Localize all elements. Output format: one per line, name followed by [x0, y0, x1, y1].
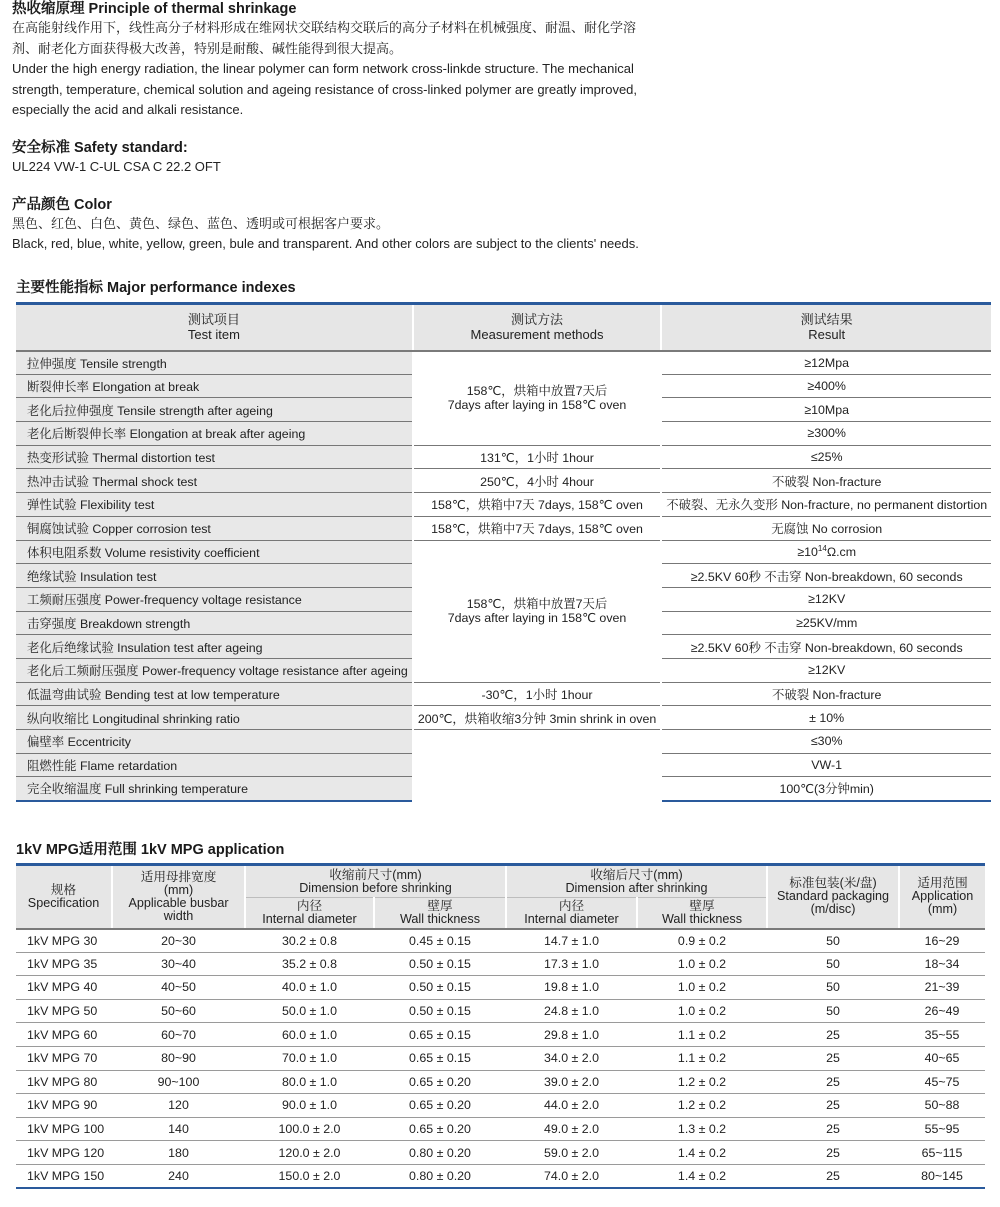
before-id-cell: 40.0 ± 1.0 [245, 976, 374, 1000]
before-wall-cell: 0.65 ± 0.20 [374, 1117, 506, 1141]
before-id-cell: 70.0 ± 1.0 [245, 1046, 374, 1070]
spec-cell: 1kV MPG 60 [16, 1023, 112, 1047]
safety-title: 安全标准 Safety standard: [12, 139, 188, 156]
before-id-cell: 90.0 ± 1.0 [245, 1094, 374, 1118]
before-wall-cell: 0.65 ± 0.15 [374, 1046, 506, 1070]
test-method: 200℃，烘箱收缩3分钟 3min shrink in oven [413, 706, 661, 730]
packaging-cell: 50 [767, 929, 899, 953]
before-wall-cell: 0.65 ± 0.15 [374, 1023, 506, 1047]
test-method: 250℃，4小时 4hour [413, 469, 661, 493]
packaging-cell: 50 [767, 952, 899, 976]
after-id-cell: 14.7 ± 1.0 [506, 929, 637, 953]
safety-text: UL224 VW-1 C-UL CSA C 22.2 OFT [12, 158, 221, 174]
application-cell: 80~145 [899, 1164, 985, 1188]
test-item: 完全收缩温度 Full shrinking temperature [16, 777, 413, 801]
test-item: 阻燃性能 Flame retardation [16, 753, 413, 777]
after-wall-cell: 1.3 ± 0.2 [637, 1117, 767, 1141]
after-id-cell: 39.0 ± 2.0 [506, 1070, 637, 1094]
after-id-cell: 34.0 ± 2.0 [506, 1046, 637, 1070]
after-wall-cell: 1.1 ± 0.2 [637, 1046, 767, 1070]
packaging-cell: 25 [767, 1094, 899, 1118]
header-after-wall-thickness: 壁厚 Wall thickness [637, 898, 767, 929]
test-item: 工频耐压强度 Power-frequency voltage resistance [16, 587, 413, 611]
header-packaging: 标准包装(米/盘) Standard packaging (m/disc) [767, 865, 899, 929]
spec-cell: 1kV MPG 100 [16, 1117, 112, 1141]
test-result: ≥12KV [661, 658, 991, 682]
application-cell: 21~39 [899, 976, 985, 1000]
spec-cell: 1kV MPG 80 [16, 1070, 112, 1094]
application-table-body [16, 929, 985, 1189]
after-id-cell: 19.8 ± 1.0 [506, 976, 637, 1000]
test-result: ± 10% [661, 706, 991, 730]
test-item: 拉伸强度 Tensile strength [16, 351, 413, 375]
after-wall-cell: 0.9 ± 0.2 [637, 929, 767, 953]
test-item: 体积电阻系数 Volume resistivity coefficient [16, 540, 413, 564]
table-row [16, 1141, 985, 1165]
table-row [16, 999, 985, 1023]
test-result: 无腐蚀 No corrosion [661, 516, 991, 540]
test-result: ≤30% [661, 730, 991, 754]
application-cell: 18~34 [899, 952, 985, 976]
application-cell: 65~115 [899, 1141, 985, 1165]
test-result: ≥25KV/mm [661, 611, 991, 635]
header-after-internal-diameter: 内径 Internal diameter [506, 898, 637, 929]
test-item: 热变形试验 Thermal distortion test [16, 445, 413, 469]
application-cell: 55~95 [899, 1117, 985, 1141]
test-item: 老化后绝缘试验 Insulation test after ageing [16, 635, 413, 659]
test-item: 偏壁率 Eccentricity [16, 730, 413, 754]
principle-title: 热收缩原理 Principle of thermal shrinkage [12, 1, 297, 17]
after-id-cell: 49.0 ± 2.0 [506, 1117, 637, 1141]
after-wall-cell: 1.2 ± 0.2 [637, 1094, 767, 1118]
table-row [16, 1023, 985, 1047]
test-item: 纵向收缩比 Longitudinal shrinking ratio [16, 706, 413, 730]
application-cell: 45~75 [899, 1070, 985, 1094]
after-wall-cell: 1.0 ± 0.2 [637, 976, 767, 1000]
header-before-wall-thickness: 壁厚 Wall thickness [374, 898, 506, 929]
test-item: 热冲击试验 Thermal shock test [16, 469, 413, 493]
principle-text-en: Under the high energy radiation, the linear polymer can form network cross-linkde structure. The mechanical strength, temperature, chemical solution and ageing resistance of cross-linked polymer are greatly improved, especially the acid and alkali resistance. [12, 61, 638, 118]
before-wall-cell: 0.50 ± 0.15 [374, 976, 506, 1000]
test-result: ≥12Mpa [661, 351, 991, 375]
after-id-cell: 44.0 ± 2.0 [506, 1094, 637, 1118]
test-item: 老化后拉伸强度 Tensile strength after ageing [16, 398, 413, 422]
table-row [16, 1117, 985, 1141]
header-specification: 规格 Specification [16, 865, 112, 929]
busbar-cell: 240 [112, 1164, 245, 1188]
test-result: 不破裂 Non-fracture [661, 682, 991, 706]
table-row [16, 952, 985, 976]
before-id-cell: 35.2 ± 0.8 [245, 952, 374, 976]
before-id-cell: 100.0 ± 2.0 [245, 1117, 374, 1141]
header-before-shrinking: 收缩前尺寸(mm) Dimension before shrinking [245, 865, 506, 898]
test-item: 绝缘试验 Insulation test [16, 564, 413, 588]
application-cell: 26~49 [899, 999, 985, 1023]
after-wall-cell: 1.4 ± 0.2 [637, 1141, 767, 1165]
after-wall-cell: 1.4 ± 0.2 [637, 1164, 767, 1188]
table-row [16, 682, 991, 706]
application-cell: 16~29 [899, 929, 985, 953]
header-after-shrinking: 收缩后尺寸(mm) Dimension after shrinking [506, 865, 767, 898]
busbar-cell: 40~50 [112, 976, 245, 1000]
busbar-cell: 90~100 [112, 1070, 245, 1094]
busbar-cell: 50~60 [112, 999, 245, 1023]
test-item: 低温弯曲试验 Bending test at low temperature [16, 682, 413, 706]
busbar-cell: 180 [112, 1141, 245, 1165]
table-row [16, 1070, 985, 1094]
application-cell: 40~65 [899, 1046, 985, 1070]
test-result: 100℃(3分钟min) [661, 777, 991, 801]
test-method: 158℃，烘箱中放置7天后 7days after laying in 158℃ oven [413, 351, 661, 446]
color-title: 产品颜色 Color [12, 196, 112, 213]
busbar-cell: 20~30 [112, 929, 245, 953]
after-wall-cell: 1.0 ± 0.2 [637, 999, 767, 1023]
before-id-cell: 150.0 ± 2.0 [245, 1164, 374, 1188]
table-row [16, 516, 991, 540]
application-title: 1kV MPG适用范围 1kV MPG application [16, 842, 285, 858]
before-wall-cell: 0.45 ± 0.15 [374, 929, 506, 953]
test-result: ≥2.5KV 60秒 不击穿 Non-breakdown, 60 seconds [661, 635, 991, 659]
principle-text-cn: 在高能射线作用下，线性高分子材料形成在维网状交联结构交联后的高分子材料在机械强度、耐温、耐化学溶 剂、耐老化方面获得极大改善，特别是耐酸、碱性能得到很大提高。 [12, 20, 637, 56]
after-id-cell: 59.0 ± 2.0 [506, 1141, 637, 1165]
spec-cell: 1kV MPG 40 [16, 976, 112, 1000]
spec-cell: 1kV MPG 150 [16, 1164, 112, 1188]
before-wall-cell: 0.80 ± 0.20 [374, 1141, 506, 1165]
table-row [16, 540, 991, 564]
header-result: 测试结果 Result [661, 304, 991, 351]
test-result: ≥2.5KV 60秒 不击穿 Non-breakdown, 60 seconds [661, 564, 991, 588]
after-wall-cell: 1.1 ± 0.2 [637, 1023, 767, 1047]
application-cell: 50~88 [899, 1094, 985, 1118]
after-id-cell: 29.8 ± 1.0 [506, 1023, 637, 1047]
before-wall-cell: 0.65 ± 0.20 [374, 1070, 506, 1094]
test-item: 弹性试验 Flexibility test [16, 493, 413, 517]
test-method: 158℃，烘箱中放置7天后 7days after laying in 158℃ oven [413, 540, 661, 682]
test-item: 老化后工频耐压强度 Power-frequency voltage resistance after ageing [16, 658, 413, 682]
packaging-cell: 50 [767, 976, 899, 1000]
after-id-cell: 74.0 ± 2.0 [506, 1164, 637, 1188]
before-id-cell: 30.2 ± 0.8 [245, 929, 374, 953]
test-result: 不破裂、无永久变形 Non-fracture, no permanent distortion [661, 493, 991, 517]
test-result: $\ge 10^{14}\Omega.cm$ [661, 540, 991, 564]
performance-title: 主要性能指标 Major performance indexes [16, 280, 296, 296]
application-header-row [16, 865, 985, 898]
header-method: 测试方法 Measurement methods [413, 304, 661, 351]
packaging-cell: 50 [767, 999, 899, 1023]
busbar-cell: 80~90 [112, 1046, 245, 1070]
table-row [16, 730, 991, 754]
packaging-cell: 25 [767, 1117, 899, 1141]
test-method: 158℃，烘箱中7天 7days, 158℃ oven [413, 493, 661, 517]
test-result: ≤25% [661, 445, 991, 469]
test-item: 铜腐蚀试验 Copper corrosion test [16, 516, 413, 540]
before-wall-cell: 0.80 ± 0.20 [374, 1164, 506, 1188]
after-id-cell: 24.8 ± 1.0 [506, 999, 637, 1023]
table-row [16, 1046, 985, 1070]
application-table [16, 863, 985, 1189]
table-row [16, 469, 991, 493]
spec-cell: 1kV MPG 35 [16, 952, 112, 976]
after-id-cell: 17.3 ± 1.0 [506, 952, 637, 976]
test-method: 131℃，1小时 1hour [413, 445, 661, 469]
test-result: ≥10Mpa [661, 398, 991, 422]
packaging-cell: 25 [767, 1164, 899, 1188]
packaging-cell: 25 [767, 1141, 899, 1165]
before-wall-cell: 0.50 ± 0.15 [374, 952, 506, 976]
header-before-internal-diameter: 内径 Internal diameter [245, 898, 374, 929]
spec-cell: 1kV MPG 90 [16, 1094, 112, 1118]
table-row [16, 1164, 985, 1188]
test-item: 击穿强度 Breakdown strength [16, 611, 413, 635]
spec-cell: 1kV MPG 70 [16, 1046, 112, 1070]
test-item: 老化后断裂伸长率 Elongation at break after ageing [16, 422, 413, 446]
performance-table [16, 302, 991, 802]
intro-section [12, 0, 672, 255]
after-wall-cell: 1.0 ± 0.2 [637, 952, 767, 976]
performance-header-row [16, 304, 991, 351]
application-cell: 35~55 [899, 1023, 985, 1047]
before-id-cell: 60.0 ± 1.0 [245, 1023, 374, 1047]
test-result: ≥12KV [661, 587, 991, 611]
spec-cell: 1kV MPG 50 [16, 999, 112, 1023]
test-method: -30℃，1小时 1hour [413, 682, 661, 706]
test-method-empty [413, 730, 661, 801]
table-row [16, 445, 991, 469]
header-test-item: 测试项目 Test item [16, 304, 413, 351]
table-row [16, 351, 991, 375]
packaging-cell: 25 [767, 1070, 899, 1094]
before-id-cell: 80.0 ± 1.0 [245, 1070, 374, 1094]
test-result: ≥400% [661, 374, 991, 398]
table-row [16, 493, 991, 517]
header-busbar-width: 适用母排宽度 (mm) Applicable busbar width [112, 865, 245, 929]
table-row [16, 706, 991, 730]
busbar-cell: 60~70 [112, 1023, 245, 1047]
header-application: 适用范围 Application (mm) [899, 865, 985, 929]
before-id-cell: 50.0 ± 1.0 [245, 999, 374, 1023]
packaging-cell: 25 [767, 1046, 899, 1070]
before-wall-cell: 0.65 ± 0.20 [374, 1094, 506, 1118]
before-wall-cell: 0.50 ± 0.15 [374, 999, 506, 1023]
test-method: 158℃，烘箱中7天 7days, 158℃ oven [413, 516, 661, 540]
packaging-cell: 25 [767, 1023, 899, 1047]
busbar-cell: 120 [112, 1094, 245, 1118]
table-row [16, 976, 985, 1000]
after-wall-cell: 1.2 ± 0.2 [637, 1070, 767, 1094]
before-id-cell: 120.0 ± 2.0 [245, 1141, 374, 1165]
table-row [16, 1094, 985, 1118]
test-item: 断裂伸长率 Elongation at break [16, 374, 413, 398]
test-result: VW-1 [661, 753, 991, 777]
spec-cell: 1kV MPG 30 [16, 929, 112, 953]
table-row [16, 929, 985, 953]
busbar-cell: 30~40 [112, 952, 245, 976]
test-result: ≥300% [661, 422, 991, 446]
spec-cell: 1kV MPG 120 [16, 1141, 112, 1165]
test-result: 不破裂 Non-fracture [661, 469, 991, 493]
color-text-en: Black, red, blue, white, yellow, green, bule and transparent. And other colors are subject to the clients' needs. [12, 236, 639, 252]
color-text-cn: 黑色、红色、白色、黄色、绿色、蓝色、透明或可根据客户要求。 [12, 215, 390, 231]
busbar-cell: 140 [112, 1117, 245, 1141]
